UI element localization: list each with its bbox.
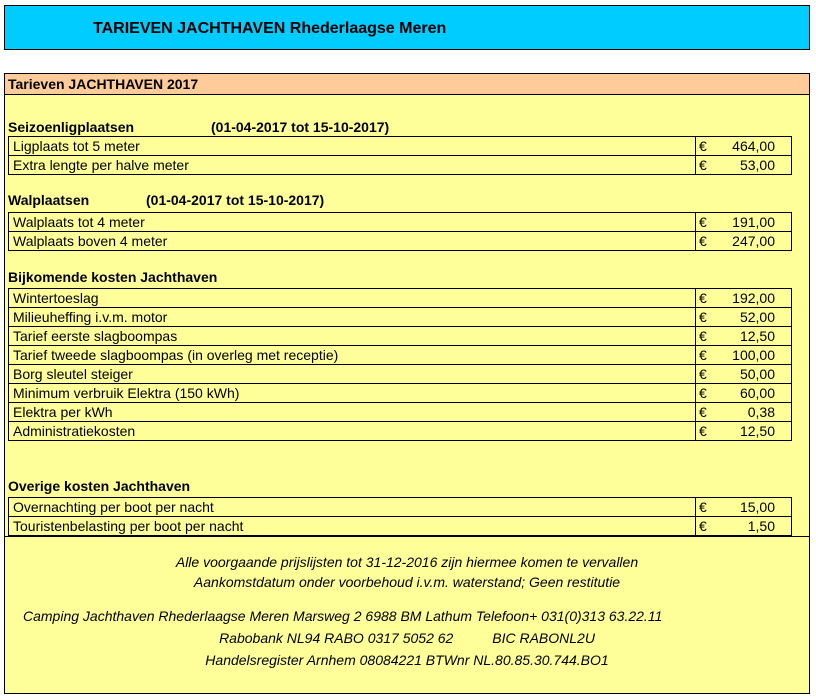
table-row <box>8 231 792 251</box>
table-row <box>8 288 792 308</box>
table-row <box>8 136 792 156</box>
row-amount: 60,00 <box>739 385 775 401</box>
price-cell <box>695 498 784 517</box>
page-title-bar <box>4 5 810 50</box>
row-label: Borg sleutel steiger <box>13 366 133 382</box>
row-label: Walplaats boven 4 meter <box>13 233 168 249</box>
section-seizoen-period: (01-04-2017 tot 15-10-2017) <box>211 119 390 135</box>
euro-sign: € <box>699 347 707 363</box>
row-amount: 50,00 <box>739 366 775 382</box>
price-cell <box>695 422 784 441</box>
row-label: Tarief eerste slagboompas <box>13 328 178 344</box>
row-label: Elektra per kWh <box>13 404 113 420</box>
section-bijkomend-title: Bijkomende kosten Jachthaven <box>8 269 218 285</box>
table-title: Tarieven JACHTHAVEN 2017 <box>8 76 199 92</box>
euro-sign: € <box>699 385 707 401</box>
section-wal-title: Walplaatsen <box>8 192 90 208</box>
euro-sign: € <box>699 404 707 420</box>
row-amount: 100,00 <box>732 347 775 363</box>
row-amount: 52,00 <box>739 309 775 325</box>
page-title: TARIEVEN JACHTHAVEN Rhederlaagse Meren <box>93 20 447 37</box>
row-amount: 12,50 <box>739 423 775 439</box>
footer-note-pricelists: Alle voorgaande prijslijsten tot 31-12-2016 zijn hiermee komen te vervallen <box>175 554 639 570</box>
row-amount: 0,38 <box>747 404 775 420</box>
price-cell <box>695 137 784 156</box>
table-row <box>8 383 792 403</box>
table-row <box>8 326 792 346</box>
euro-sign: € <box>699 518 707 534</box>
row-amount: 192,00 <box>732 290 775 306</box>
euro-sign: € <box>699 233 707 249</box>
row-label: Wintertoeslag <box>13 290 99 306</box>
table-row <box>8 402 792 422</box>
section-wal-period: (01-04-2017 tot 15-10-2017) <box>146 192 325 208</box>
price-cell <box>695 365 784 384</box>
table-row <box>8 497 792 517</box>
price-cell <box>695 232 784 251</box>
row-label: Ligplaats tot 5 meter <box>13 138 140 154</box>
row-label: Milieuheffing i.v.m. motor <box>13 309 168 325</box>
row-amount: 464,00 <box>732 138 775 154</box>
row-label: Minimum verbruik Elektra (150 kWh) <box>13 385 240 401</box>
section-wal-heading <box>8 192 325 208</box>
section-seizoen-title: Seizoenligplaatsen <box>8 119 135 135</box>
row-amount: 53,00 <box>739 157 775 173</box>
row-label: Tarief tweede slagboompas (in overleg met receptie) <box>13 347 339 363</box>
footer-address: Camping Jachthaven Rhederlaagse Meren Marsweg 2 6988 BM Lathum Telefoon+ 031(0)313 63.22.11 <box>23 608 663 624</box>
euro-sign: € <box>699 214 707 230</box>
euro-sign: € <box>699 138 707 154</box>
row-amount: 247,00 <box>732 233 775 249</box>
row-amount: 12,50 <box>739 328 775 344</box>
euro-sign: € <box>699 290 707 306</box>
price-cell <box>695 403 784 422</box>
table-row <box>8 212 792 232</box>
price-cell <box>695 384 784 403</box>
table-row <box>8 155 792 175</box>
euro-sign: € <box>699 157 707 173</box>
section-bijkomend-heading <box>8 269 217 285</box>
price-cell <box>695 327 784 346</box>
euro-sign: € <box>699 309 707 325</box>
row-amount: 15,00 <box>739 499 775 515</box>
row-label: Administratiekosten <box>13 423 136 439</box>
row-label: Walplaats tot 4 meter <box>13 214 145 230</box>
euro-sign: € <box>699 366 707 382</box>
table-row <box>8 364 792 384</box>
row-label: Overnachting per boot per nacht <box>13 499 214 515</box>
row-amount: 191,00 <box>732 214 775 230</box>
price-cell <box>695 289 784 308</box>
price-cell <box>695 517 784 536</box>
section-overig-heading <box>8 478 190 494</box>
footer-note-arrival: Aankomstdatum onder voorbehoud i.v.m. waterstand; Geen restitutie <box>193 574 621 590</box>
row-label: Touristenbelasting per boot per nacht <box>13 518 244 534</box>
section-seizoen-heading <box>8 119 390 135</box>
section-overig-title: Overige kosten Jachthaven <box>8 478 191 494</box>
price-cell <box>695 346 784 365</box>
euro-sign: € <box>699 499 707 515</box>
price-cell <box>695 156 784 175</box>
price-cell <box>695 213 784 232</box>
footer-divider <box>5 536 809 537</box>
table-row <box>8 516 792 536</box>
table-row <box>8 421 792 441</box>
row-amount: 1,50 <box>747 518 775 534</box>
row-label: Extra lengte per halve meter <box>13 157 189 173</box>
table-row <box>8 307 792 327</box>
tariff-sheet <box>4 73 810 694</box>
footer-registration: Handelsregister Arnhem 08084221 BTWnr NL.80.85.30.744.BO1 <box>205 652 609 668</box>
table-row <box>8 345 792 365</box>
table-header <box>5 74 809 95</box>
footer-bank: Rabobank NL94 RABO 0317 5052 62 BIC RABONL2U <box>219 630 595 646</box>
price-cell <box>695 308 784 327</box>
euro-sign: € <box>699 328 707 344</box>
euro-sign: € <box>699 423 707 439</box>
